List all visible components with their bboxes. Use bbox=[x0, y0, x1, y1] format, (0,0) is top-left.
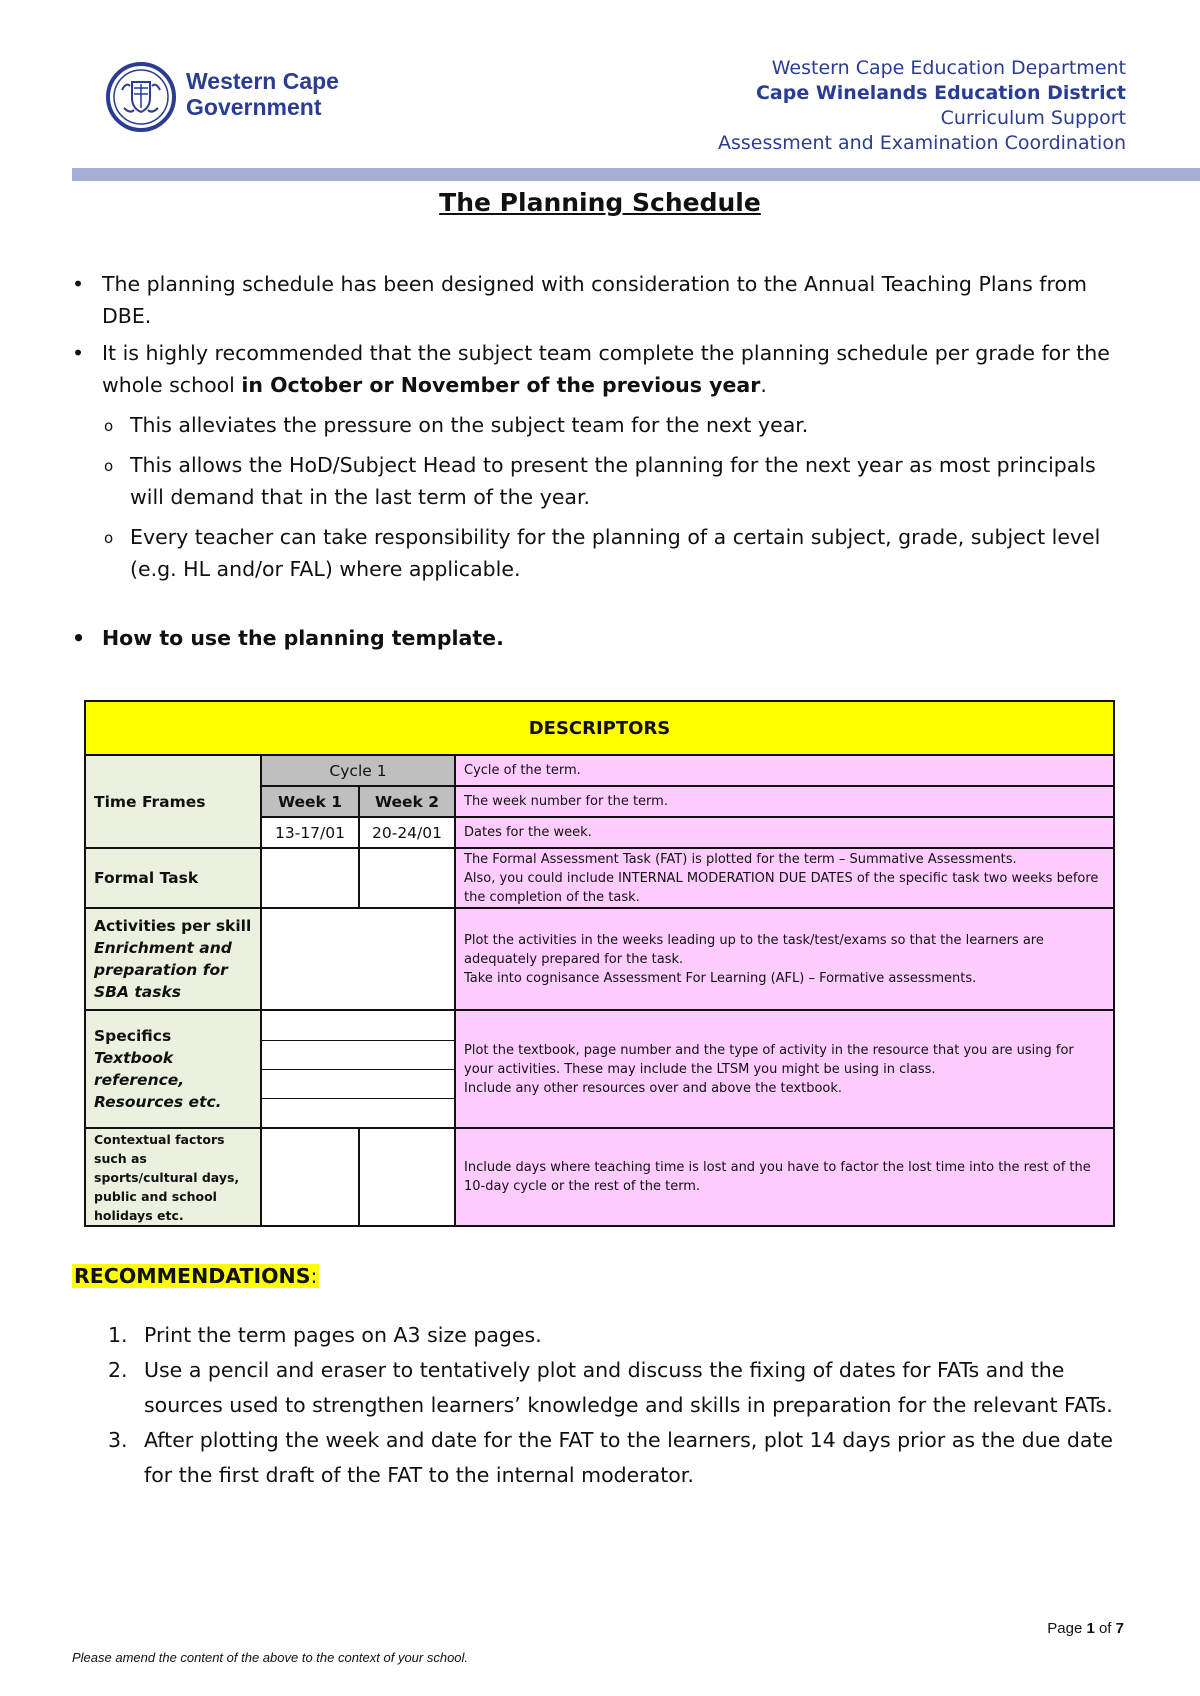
week-desc: The week number for the term. bbox=[455, 786, 1114, 817]
formal-week2 bbox=[359, 848, 455, 908]
activities-desc: Plot the activities in the weeks leading up to the task/test/exams so that the learners are adequately prepared for the task. Take into cognisance Assessment For Learning (AFL) – Formative assessments. bbox=[455, 908, 1114, 1010]
specifics-cell bbox=[261, 1010, 455, 1128]
coat-of-arms-icon bbox=[104, 60, 178, 134]
descriptors-table bbox=[84, 700, 1115, 1227]
sub-bullet-item bbox=[72, 449, 1132, 513]
sub-bullet-text: This allows the HoD/Subject Head to present the planning for the next year as most principals will demand that in the last term of the year. bbox=[130, 453, 1096, 509]
header-coordination: Assessment and Examination Coordination bbox=[717, 132, 1126, 154]
bullet-bold-text: in October or November of the previous year bbox=[241, 373, 761, 397]
recommendations-heading: RECOMMENDATIONS: bbox=[74, 1264, 318, 1288]
header-rule bbox=[72, 168, 1200, 181]
time-frames-label: Time Frames bbox=[85, 755, 261, 848]
activities-label: Activities per skill Enrichment and preparation for SBA tasks bbox=[85, 908, 261, 1010]
contextual-label: Contextual factors such as sports/cultural days, public and school holidays etc. bbox=[85, 1128, 261, 1226]
contextual-week2 bbox=[359, 1128, 455, 1226]
header-district: Cape Winelands Education District bbox=[755, 82, 1126, 104]
sub-bullet-item bbox=[72, 409, 1132, 441]
specifics-desc: Plot the textbook, page number and the type of activity in the resource that you are using for your activities. These may include the LTSM you might be using in class. Include any other resources over and above the textbook. bbox=[455, 1010, 1114, 1128]
recommendation-item: 2. Use a pencil and eraser to tentatively plot and discuss the fixing of dates for FATs and the sources used to strengthen learners’ knowledge and skills in preparation for the relevant FATs. bbox=[108, 1358, 1113, 1417]
logo-text-line2: Government bbox=[186, 94, 322, 120]
cycle-cell: Cycle 1 bbox=[261, 755, 455, 786]
contextual-week1 bbox=[261, 1128, 359, 1226]
table-header: DESCRIPTORS bbox=[85, 701, 1114, 755]
bullet-item bbox=[72, 622, 1132, 654]
bullet-text: It is highly recommended that the subject team complete the planning schedule per grade for the whole school bbox=[102, 341, 1110, 397]
bullet-text: The planning schedule has been designed with consideration to the Annual Teaching Plans from DBE. bbox=[102, 272, 1087, 328]
formal-task-label: Formal Task bbox=[85, 848, 261, 908]
week2-cell: Week 2 bbox=[359, 786, 455, 817]
date2-cell: 20-24/01 bbox=[359, 817, 455, 848]
bullet-end: . bbox=[760, 373, 767, 397]
date1-cell: 13-17/01 bbox=[261, 817, 359, 848]
contextual-desc: Include days where teaching time is lost and you have to factor the lost time into the rest of the 10-day cycle or the rest of the term. bbox=[455, 1128, 1114, 1226]
logo-text-line1: Western Cape bbox=[186, 68, 339, 94]
activities-cell bbox=[261, 908, 455, 1010]
date-desc: Dates for the week. bbox=[455, 817, 1114, 848]
header-right bbox=[718, 56, 1126, 156]
header-support: Curriculum Support bbox=[940, 107, 1126, 129]
week1-cell: Week 1 bbox=[261, 786, 359, 817]
bullet-item bbox=[72, 268, 1132, 332]
intro-bullets bbox=[72, 268, 1132, 654]
recommendation-item: 3. After plotting the week and date for the FAT to the learners, plot 14 days prior as the due date for the first draft of the FAT to the internal moderator. bbox=[108, 1428, 1114, 1487]
sub-bullet-text: This alleviates the pressure on the subject team for the next year. bbox=[130, 413, 809, 437]
recommendation-item: 1. Print the term pages on A3 size pages. bbox=[108, 1323, 542, 1347]
page-number: Page 1 of 7 bbox=[1047, 1620, 1124, 1637]
formal-desc: The Formal Assessment Task (FAT) is plotted for the term – Summative Assessments. Also, you could include INTERNAL MODERATION DUE DATES of the specific task two weeks before the completion of the task. bbox=[455, 848, 1114, 908]
bullet-text: How to use the planning template. bbox=[102, 626, 504, 650]
sub-bullet-text: Every teacher can take responsibility for the planning of a certain subject, grade, subject level (e.g. HL and/or FAL) where applicable. bbox=[130, 525, 1101, 581]
formal-week1 bbox=[261, 848, 359, 908]
cycle-desc: Cycle of the term. bbox=[455, 755, 1114, 786]
wcg-logo bbox=[104, 58, 364, 138]
page-title: The Planning Schedule bbox=[439, 188, 761, 217]
specifics-label: Specifics Textbook reference, Resources etc. bbox=[85, 1010, 261, 1128]
recommendations-list bbox=[72, 1318, 1132, 1493]
bullet-item bbox=[72, 337, 1132, 401]
header-dept: Western Cape Education Department bbox=[771, 57, 1126, 79]
sub-bullet-item bbox=[72, 521, 1132, 585]
footer-note: Please amend the content of the above to the context of your school. bbox=[72, 1650, 469, 1665]
